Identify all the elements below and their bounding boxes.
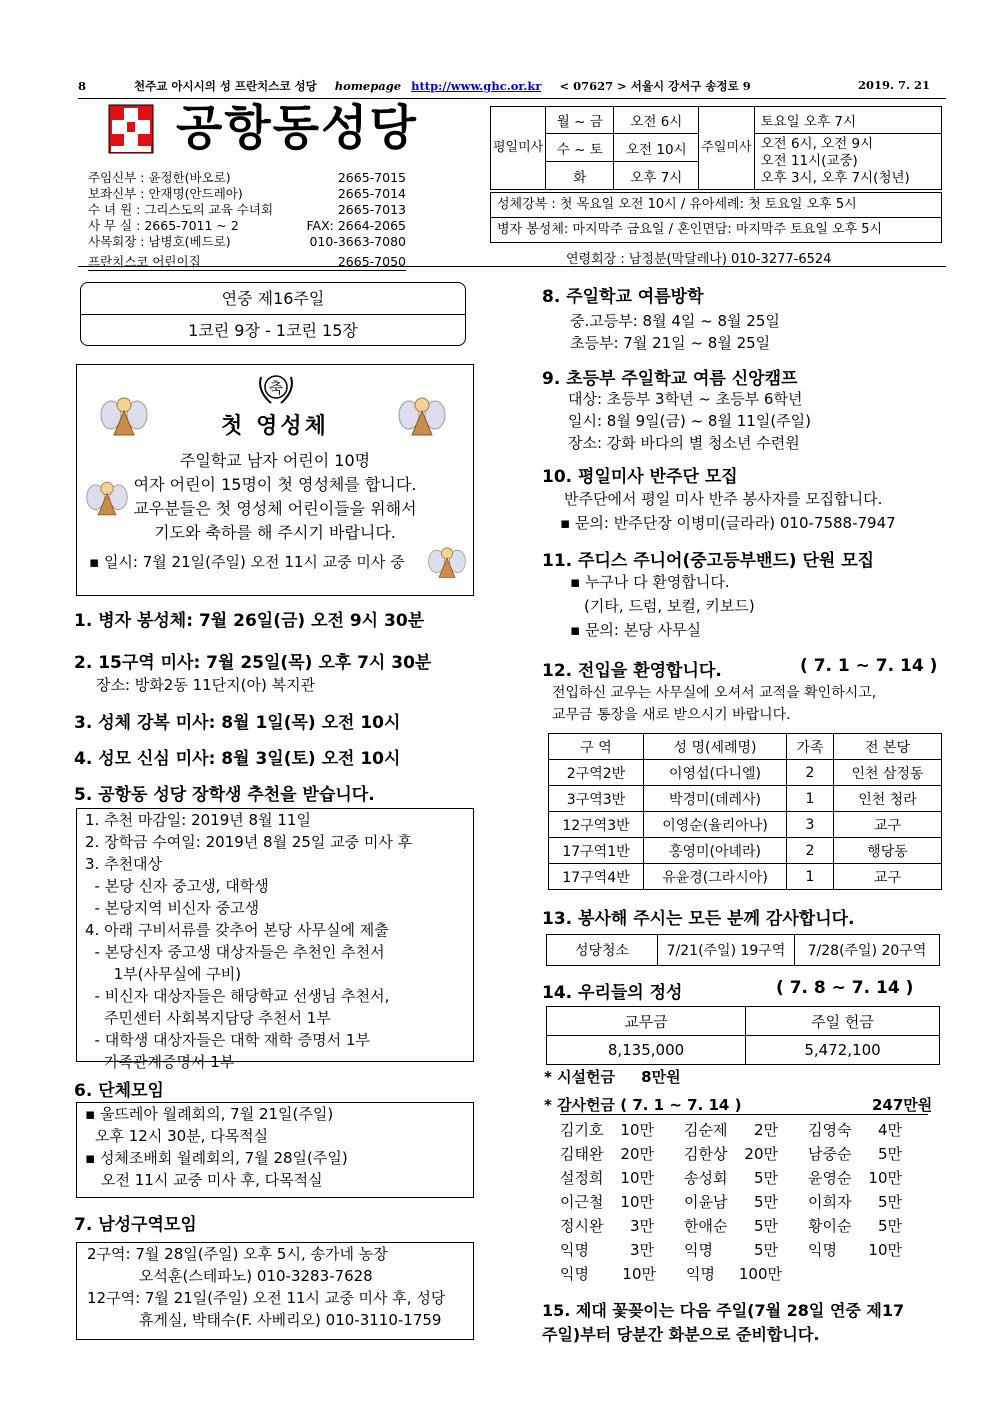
- item-15: 15. 제대 꽃꽂이는 다음 주일(7월 28일 연중 제17: [542, 1301, 905, 1320]
- mass-schedule-table: 평일미사 월 ~ 금 오전 6시 주일미사 토요일 오후 7시 수 ~ 토 오전 10시 오전 6시, 오전 9시 오전 11시(교중) 오후 3시, 오후 7시(청년) 화 오후 7시: [490, 106, 942, 190]
- angel-icon: [427, 541, 467, 585]
- item-7: 7. 남성구역모임: [74, 1215, 197, 1235]
- item-15-cont: 주일)부터 당분간 화분으로 준비합니다.: [542, 1325, 820, 1344]
- list-item: 정시완 3만 한애순 5만 황이순 5만: [560, 1217, 902, 1235]
- table-row: 성당청소 7/21(주일) 19구역 7/28(주일) 20구역: [547, 935, 940, 966]
- top-header: [78, 78, 944, 94]
- table-row: 17구역4반 유윤경(그라시아) 1 교구: [549, 864, 942, 890]
- communion-body: 주일학교 남자 어린이 10명 여자 어린이 15명이 첫 영성체를 합니다. 교우분들은 첫 영성체 어린이들을 위해서 기도와 축하를 해 주시기 바랍니다.: [133, 451, 417, 542]
- table-row: 3구역3반 박경미(데레사) 1 인천 청라: [549, 786, 942, 812]
- item-13: 13. 봉사해 주시는 모든 분께 감사합니다.: [542, 909, 855, 929]
- divider: [560, 1114, 928, 1115]
- communion-title: 첫 영성체: [221, 414, 329, 439]
- item-5: 5. 공항동 성당 장학생 추천을 받습니다.: [74, 785, 375, 805]
- table-header-row: 교무금 주일 헌금: [547, 1007, 940, 1036]
- table-row: 17구역1반 홍영미(아녜라) 2 행당동: [549, 838, 942, 864]
- item-14: 14. 우리들의 정성: [542, 983, 683, 1003]
- mens-district-box: 2구역: 7월 28일(주일) 오후 5시, 송가네 농장 오석훈(스테파노) 010-3283-7628 12구역: 7월 21일(주일) 오전 11시 교중 미사 후, 성당 휴게실, 박태수(F. 사베리오) 010-3110-1759: [76, 1242, 474, 1340]
- first-communion-box: [76, 364, 474, 596]
- item-1: 1. 병자 봉성체: 7월 26일(금) 오전 9시 30분: [74, 611, 425, 631]
- donor-list: [560, 1118, 932, 1286]
- list-item: 익명 3만 익명 5만 익명 10만: [560, 1241, 902, 1259]
- association-contact: 연령회장 : 남정분(막달레나) 010-3277-6524: [566, 252, 832, 267]
- week-reading: 1코린 9장 - 1코린 15장: [81, 314, 465, 346]
- parish-name: 천주교 아시시의 성 프란치스코 성당: [134, 79, 317, 93]
- sacrament-info: 성체강복 : 첫 목요일 오전 10시 / 유아세례: 첫 토요일 오후 5시 병자 봉성체: 마지막주 금요일 / 혼인면담: 마지막주 토요일 오후 5시: [490, 192, 942, 243]
- address: < 07627 > 서울시 강서구 송정로 9: [559, 79, 751, 93]
- list-item: 김태완 20만 김한상 20만 남중순 5만: [560, 1145, 902, 1163]
- thanks-offering-label: * 감사헌금 ( 7. 1 ~ 7. 14 ): [544, 1096, 742, 1114]
- table-header-row: 구 역 성 명(세례명) 가족 전 본당: [549, 734, 942, 760]
- homepage-label: homepage: [334, 79, 402, 93]
- staff-row: 보좌신부 : 안재명(안드레아) 2665-7014: [88, 186, 406, 201]
- item-3: 3. 성체 강복 미사: 8월 1일(목) 오전 10시: [74, 713, 401, 733]
- staff-row: 사 무 실 : 2665-7011 ~ 2 FAX: 2664-2065: [88, 218, 406, 233]
- item-6: 6. 단체모임: [74, 1081, 164, 1101]
- offering-table: [546, 1006, 940, 1065]
- item-8: 8. 주일학교 여름방학: [542, 287, 704, 307]
- item-9: 9. 초등부 주일학교 여름 신앙캠프: [542, 369, 798, 389]
- item-12: 12. 전입을 환영합니다.: [542, 661, 722, 681]
- item-14-period: ( 7. 8 ~ 7. 14 ): [776, 978, 914, 998]
- volunteers-table: [546, 934, 940, 966]
- staff-row: 주임신부 : 윤정한(바오로) 2665-7015: [88, 170, 406, 185]
- divider: [78, 266, 946, 267]
- table-row: 12구역3반 이영순(율리아나) 3 교구: [549, 812, 942, 838]
- scholarship-box: 1. 추천 마감일: 2019년 8월 11일 2. 장학금 수여일: 2019년 8월 25일 교중 미사 후 3. 추천대상 - 본당 신자 중고생, 대학생 - 본당지역 비신자 중고생 4. 아래 구비서류를 갖추어 본당 사무실에 제출 - 본당신자 중고생 대상자들은 추천인 추천서 1부(사무실에 구비) - 비신자 대상자들은 해당학교 선생님 추천서, 주민센터 사회복지담당 추천서 1부 - 대학생 대상자들은 대학 재학 증명서 1부 가족관계증명서 1부: [76, 808, 474, 1062]
- weekday-mass-label: 평일미사: [491, 107, 546, 190]
- parish-logo-icon: [108, 104, 154, 154]
- table-row: 8,135,000 5,472,100: [547, 1036, 940, 1065]
- item-10: 10. 평일미사 반주단 모집: [542, 467, 738, 487]
- item-4: 4. 성모 신심 미사: 8월 3일(토) 오전 10시: [74, 749, 401, 769]
- group-meetings-box: ▪ 울뜨레아 월례회의, 7월 21일(주일) 오후 12시 30분, 다목적실 ▪ 성체조배회 월례회의, 7월 28일(주일) 오전 11시 교중 미사 후, 다목적실: [76, 1102, 474, 1198]
- list-item: 익명 10만 익명 100만: [560, 1265, 782, 1283]
- facility-offering: * 시설헌금 8만원: [544, 1068, 681, 1086]
- list-item: 김기호 10만 김순제 2만 김영숙 4만: [560, 1121, 902, 1139]
- item-2-place: 장소: 방화2동 11단지(아) 복지관: [96, 676, 316, 694]
- staff-list: [88, 170, 406, 271]
- week-title: 연중 제16주일: [221, 289, 325, 308]
- homepage-link[interactable]: http://www.ghc.or.kr: [411, 79, 542, 93]
- thanks-offering-total: 247만원: [872, 1096, 933, 1114]
- staff-row: 프란치스코 어린이집 2665-7050: [88, 254, 406, 269]
- sunday-mass-label: 주일미사: [699, 107, 754, 190]
- staff-row: 수 녀 원 : 그리스도의 교육 수녀회 2665-7013: [88, 202, 406, 217]
- page-number: 8: [78, 79, 87, 93]
- communion-date: ▪ 일시: 7월 21일(주일) 오전 11시 교중 미사 중: [89, 551, 405, 572]
- list-item: 설정희 10만 송성회 5만 윤영순 10만: [560, 1169, 902, 1187]
- laurel-icon: [253, 369, 299, 409]
- svg-text:축: 축: [268, 379, 284, 397]
- parish-title: 공항동성당: [176, 100, 418, 156]
- staff-row: 사목회장 : 남병호(베드로) 010-3663-7080: [88, 234, 406, 249]
- newcomers-table: [548, 733, 942, 890]
- liturgical-week: [80, 282, 466, 346]
- list-item: 이근철 10만 이윤남 5만 이희자 5만: [560, 1193, 902, 1211]
- item-11: 11. 주디스 주니어(중고등부밴드) 단원 모집: [542, 551, 875, 571]
- item-12-period: ( 7. 1 ~ 7. 14 ): [800, 656, 938, 676]
- issue-date: 2019. 7. 21: [857, 78, 930, 92]
- item-2: 2. 15구역 미사: 7월 25일(목) 오후 7시 30분: [74, 653, 432, 673]
- table-row: 2구역2반 이영섭(다니엘) 2 인천 삼정동: [549, 760, 942, 786]
